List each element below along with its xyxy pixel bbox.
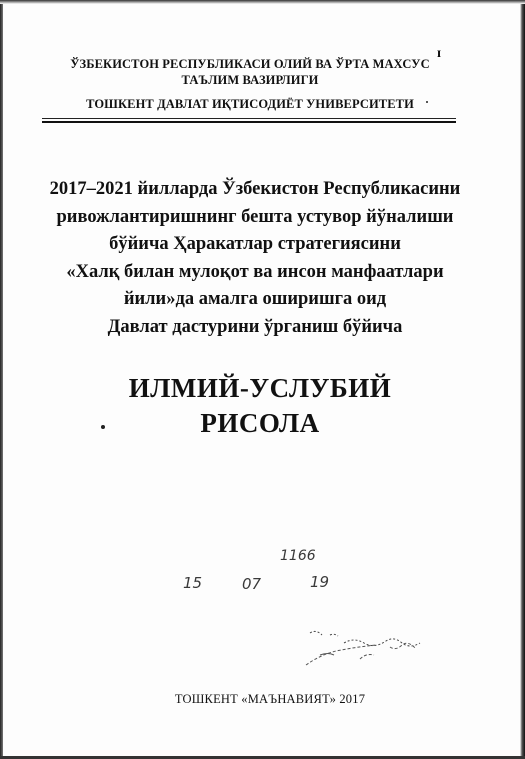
publisher-line: ТОШКЕНТ «МАЪНАВИЯТ» 2017 <box>174 692 366 706</box>
scan-edge-right <box>520 0 525 759</box>
title-line: йили»да амалга оширишга оид <box>123 289 387 309</box>
header-rule-thin <box>42 118 456 119</box>
scan-speck <box>426 101 428 103</box>
ministry-line-2: ТАЪЛИМ ВАЗИРЛИГИ <box>181 73 319 87</box>
scan-speck <box>101 425 105 429</box>
handwritten-day: 15 <box>183 574 203 592</box>
handwritten-number: 1166 <box>280 548 316 564</box>
title-line: бўйича Ҳаракатлар стратегиясини <box>109 234 401 254</box>
title-line: Давлат дастурини ўрганиш бўйича <box>107 316 403 337</box>
genre-heading <box>40 371 480 441</box>
title-line: «Халқ билан мулоқот ва инсон манфаатлари <box>66 261 444 282</box>
scan-edge-top <box>0 0 525 4</box>
header-rule-thick <box>42 121 456 123</box>
genre-line-1: ИЛМИЙ-УСЛУБИЙ <box>128 373 392 403</box>
handwritten-month: 07 <box>242 575 262 593</box>
handwritten-year: 19 <box>310 573 330 591</box>
title-line: ривожлантиришнинг бешта устувор йўналиши <box>56 206 454 227</box>
signature-scribble <box>300 625 440 675</box>
corner-mark: ɪ <box>437 46 442 61</box>
scan-edge-left <box>0 0 3 759</box>
ministry-line-1: ЎЗБЕКИСТОН РЕСПУБЛИКАСИ ОЛИЙ ВА ЎРТА МАХСУС <box>70 57 430 71</box>
university-name: ТОШКЕНТ ДАВЛАТ ИҚТИСОДИЁТ УНИВЕРСИТЕТИ <box>86 97 414 111</box>
title-line: 2017–2021 йилларда Ўзбекистон Республикасини <box>49 179 461 199</box>
book-title <box>15 176 495 341</box>
ministry-heading <box>40 56 460 88</box>
genre-line-2: РИСОЛА <box>200 408 320 438</box>
